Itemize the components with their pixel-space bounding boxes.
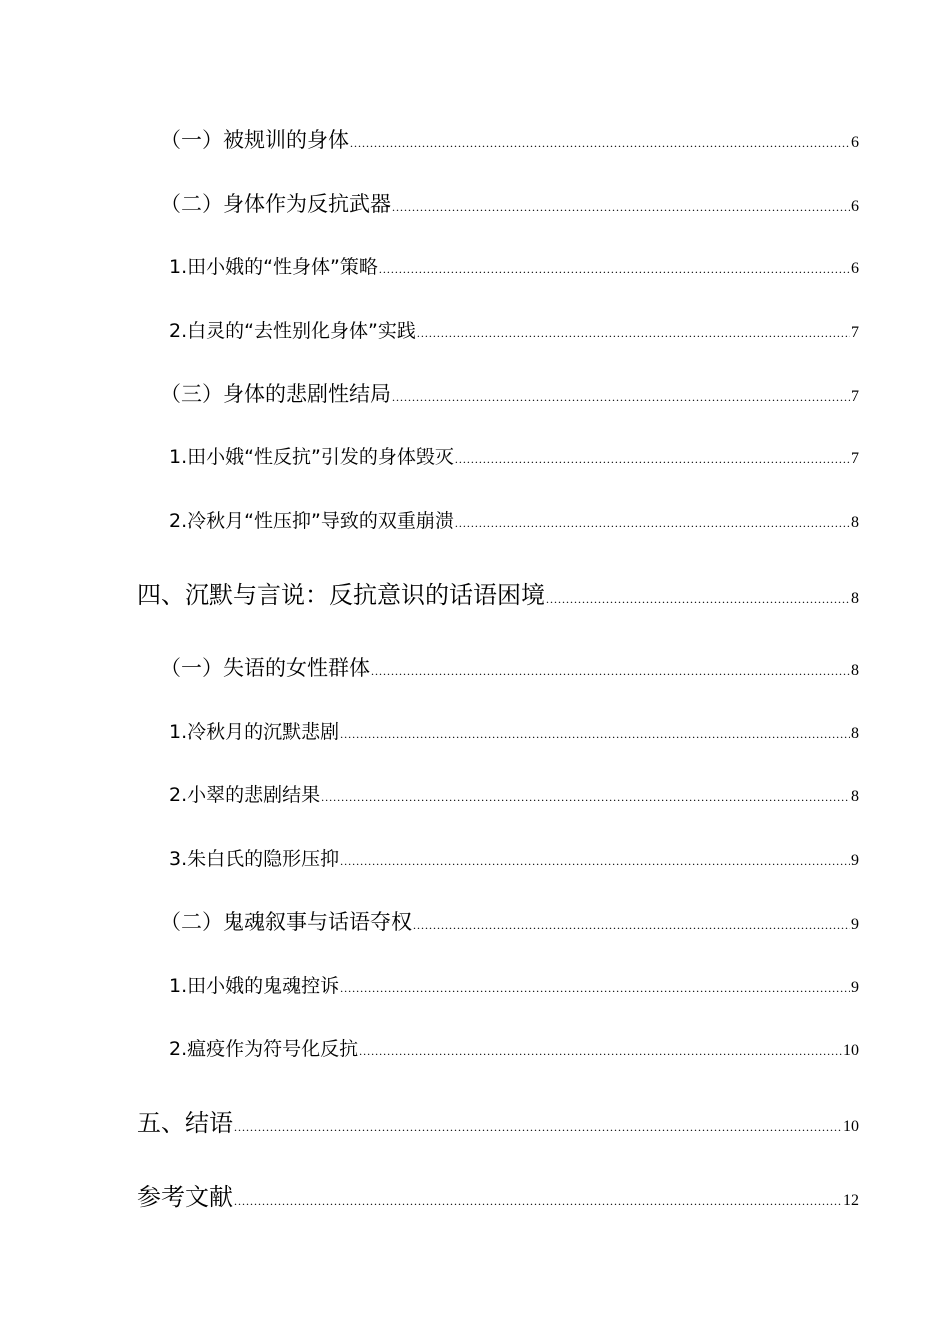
toc-page-number: 7: [851, 388, 859, 405]
toc-entry-title: 五、结语: [137, 1109, 233, 1137]
toc-leader-dots: [371, 665, 850, 677]
toc-leader-dots: [340, 728, 850, 740]
toc-entry-title: （二）鬼魂叙事与话语夺权: [160, 910, 412, 934]
toc-page-number: 12: [843, 1192, 859, 1209]
toc-entry[interactable]: [169, 318, 859, 344]
toc-entry-title: （二）身体作为反抗武器: [160, 192, 391, 216]
toc-page-number: 8: [851, 590, 859, 607]
toc-leader-dots: [413, 919, 850, 931]
toc-leader-dots: [234, 1121, 842, 1133]
toc-entry[interactable]: [169, 444, 859, 470]
toc-page-number: 6: [851, 134, 859, 151]
toc-entry[interactable]: [160, 380, 859, 408]
toc-entry-title: （一）失语的女性群体: [160, 656, 370, 680]
toc-page-number: 9: [851, 916, 859, 933]
toc-page-number: 7: [851, 324, 859, 341]
toc-entry[interactable]: [169, 846, 859, 872]
toc-entry[interactable]: [169, 973, 859, 999]
toc-entry-title: 参考文献: [137, 1183, 233, 1211]
toc-entry[interactable]: [169, 1036, 859, 1062]
toc-entry[interactable]: [160, 126, 859, 154]
toc-leader-dots: [350, 137, 850, 149]
toc-entry[interactable]: [160, 654, 859, 682]
toc-page-number: 8: [851, 662, 859, 679]
toc-page-number: 8: [851, 725, 859, 742]
toc-entry-title: 2.瘟疫作为符号化反抗: [169, 1038, 359, 1060]
toc-leader-dots: [234, 1195, 842, 1207]
toc-page-number: 6: [851, 198, 859, 215]
toc-entry[interactable]: [160, 908, 859, 936]
toc-entry[interactable]: [169, 254, 859, 280]
toc-entry-title: 1.田小娥的鬼魂控诉: [169, 975, 340, 997]
toc-entry[interactable]: [137, 1108, 859, 1138]
toc-leader-dots: [546, 593, 850, 605]
toc-entry-title: （一）被规训的身体: [160, 128, 349, 152]
toc-leader-dots: [321, 791, 850, 803]
toc-entry-title: 3.朱白氏的隐形压抑: [169, 848, 340, 870]
toc-leader-dots: [455, 517, 850, 529]
toc-entry-title: 1.冷秋月的沉默悲剧: [169, 721, 340, 743]
toc-entry-title: 1.田小娥的“性身体”策略: [169, 256, 378, 278]
toc-leader-dots: [340, 855, 850, 867]
toc-leader-dots: [417, 327, 850, 339]
toc-entry[interactable]: [169, 719, 859, 745]
toc-entry[interactable]: [137, 580, 859, 610]
toc-leader-dots: [379, 263, 850, 275]
toc-page-number: 8: [851, 514, 859, 531]
toc-page-number: 10: [843, 1118, 859, 1135]
toc-entry-title: （三）身体的悲剧性结局: [160, 382, 391, 406]
toc-page-number: 6: [851, 260, 859, 277]
toc-leader-dots: [359, 1045, 842, 1057]
toc-entry[interactable]: [160, 190, 859, 218]
toc-entry-title: 1.田小娥“性反抗”引发的身体毁灭: [169, 446, 454, 468]
toc-entry-title: 2.小翠的悲剧结果: [169, 784, 321, 806]
toc-page-number: 8: [851, 788, 859, 805]
toc-entry[interactable]: [169, 782, 859, 808]
toc-entry-title: 四、沉默与言说：反抗意识的话语困境: [137, 581, 545, 609]
toc-page-number: 9: [851, 979, 859, 996]
toc-entry[interactable]: [169, 508, 859, 534]
toc-leader-dots: [340, 982, 850, 994]
toc-leader-dots: [455, 453, 850, 465]
toc-entry-title: 2.白灵的“去性别化身体”实践: [169, 320, 416, 342]
toc-leader-dots: [392, 391, 850, 403]
toc-entry[interactable]: [137, 1182, 859, 1212]
toc-page-number: 10: [843, 1042, 859, 1059]
toc-entry-title: 2.冷秋月“性压抑”导致的双重崩溃: [169, 510, 454, 532]
toc-leader-dots: [392, 201, 850, 213]
toc-page-number: 7: [851, 450, 859, 467]
toc-page-number: 9: [851, 852, 859, 869]
